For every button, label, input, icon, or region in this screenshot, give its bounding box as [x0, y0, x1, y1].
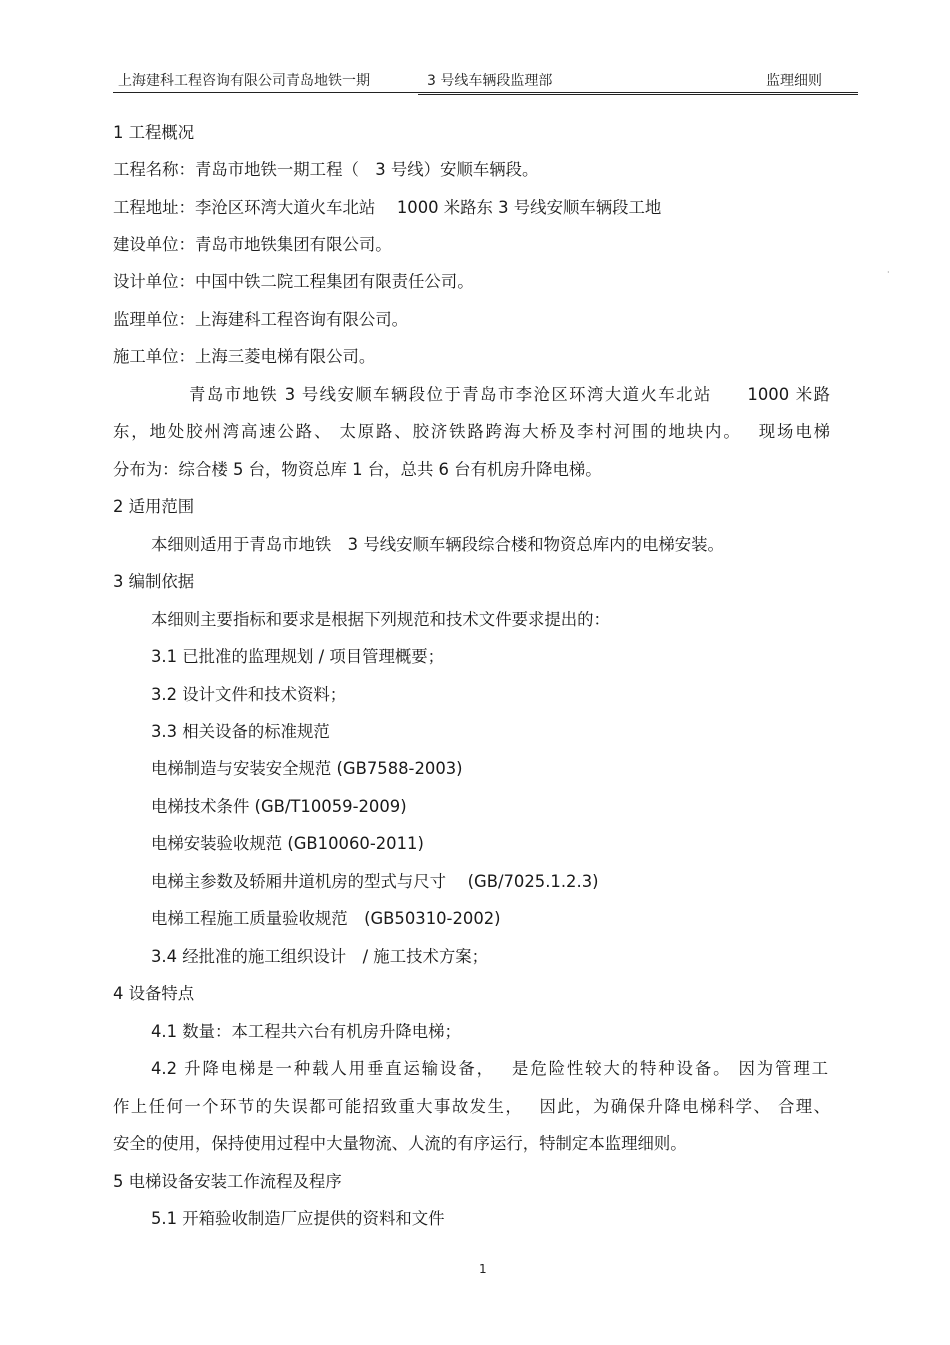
basis-item-3-3: 3.3 相关设备的标准规范: [151, 722, 330, 741]
design-unit: 设计单位：中国中铁二院工程集团有限责任公司。: [113, 272, 474, 291]
overview-paragraph-line-3: 分布为：综合楼 5 台，物资总库 1 台，总共 6 台有机房升降电梯。: [113, 460, 602, 479]
standard-gbt10059: 电梯技术条件 (GB/T10059-2009): [151, 797, 407, 816]
header-department: 3 号线车辆段监理部: [427, 73, 553, 89]
overview-paragraph-line-2: 东，地处胶州湾高速公路、 太原路、胶济铁路跨海大桥及李村河围的地块内。 现场电梯: [113, 422, 830, 441]
section-heading-5: 5 电梯设备安装工作流程及程序: [113, 1172, 342, 1191]
project-address: 工程地址：李沧区环湾大道火车北站 1000 米路东 3 号线安顺车辆段工地: [113, 198, 662, 217]
basis-intro: 本细则主要指标和要求是根据下列规范和技术文件要求提出的：: [151, 610, 610, 629]
basis-item-3-2: 3.2 设计文件和技术资料；: [151, 685, 347, 704]
builder-unit: 施工单位：上海三菱电梯有限公司。: [113, 347, 376, 366]
stray-mark: ·: [887, 268, 890, 277]
feature-item-4-2-line-2: 作上任何一个环节的失误都可能招致重大事故发生， 因此，为确保升降电梯科学、 合理、: [113, 1097, 830, 1116]
header-rule: [113, 92, 858, 93]
project-name: 工程名称：青岛市地铁一期工程（ 3 号线）安顺车辆段。: [113, 160, 539, 179]
feature-item-4-2-line-1: 4.2 升降电梯是一种载人用垂直运输设备， 是危险性较大的特种设备。 因为管理工: [151, 1059, 828, 1078]
supervision-unit: 监理单位：上海建科工程咨询有限公司。: [113, 310, 409, 329]
standard-gb7025: 电梯主参数及轿厢井道机房的型式与尺寸 (GB/7025.1.2.3): [151, 872, 599, 891]
basis-item-3-4: 3.4 经批准的施工组织设计 / 施工技术方案；: [151, 947, 489, 966]
section-heading-3: 3 编制依据: [113, 572, 195, 591]
header-doc-type: 监理细则: [766, 73, 822, 89]
header-rule-secondary: [418, 94, 858, 95]
standard-gb10060: 电梯安装验收规范 (GB10060-2011): [151, 834, 424, 853]
procedure-item-5-1: 5.1 开箱验收制造厂应提供的资料和文件: [151, 1209, 445, 1228]
feature-item-4-2-line-3: 安全的使用，保持使用过程中大量物流、人流的有序运行，特制定本监理细则。: [113, 1134, 687, 1153]
scope-paragraph: 本细则适用于青岛市地铁 3 号线安顺车辆段综合楼和物资总库内的电梯安装。: [151, 535, 724, 554]
standard-gb50310: 电梯工程施工质量验收规范 (GB50310-2002): [151, 909, 501, 928]
page-number: 1: [479, 1262, 487, 1276]
header-company: 上海建科工程咨询有限公司青岛地铁一期: [118, 73, 370, 89]
overview-paragraph-line-1: 青岛市地铁 3 号线安顺车辆段位于青岛市李沧区环湾大道火车北站 1000 米路: [189, 385, 830, 404]
section-heading-4: 4 设备特点: [113, 984, 195, 1003]
basis-item-3-1: 3.1 已批准的监理规划 / 项目管理概要；: [151, 647, 445, 666]
standard-gb7588: 电梯制造与安装安全规范 (GB7588-2003): [151, 759, 463, 778]
feature-item-4-1: 4.1 数量：本工程共六台有机房升降电梯；: [151, 1022, 461, 1041]
section-heading-2: 2 适用范围: [113, 497, 195, 516]
construction-unit: 建设单位：青岛市地铁集团有限公司。: [113, 235, 392, 254]
section-heading-1: 1 工程概况: [113, 123, 195, 142]
